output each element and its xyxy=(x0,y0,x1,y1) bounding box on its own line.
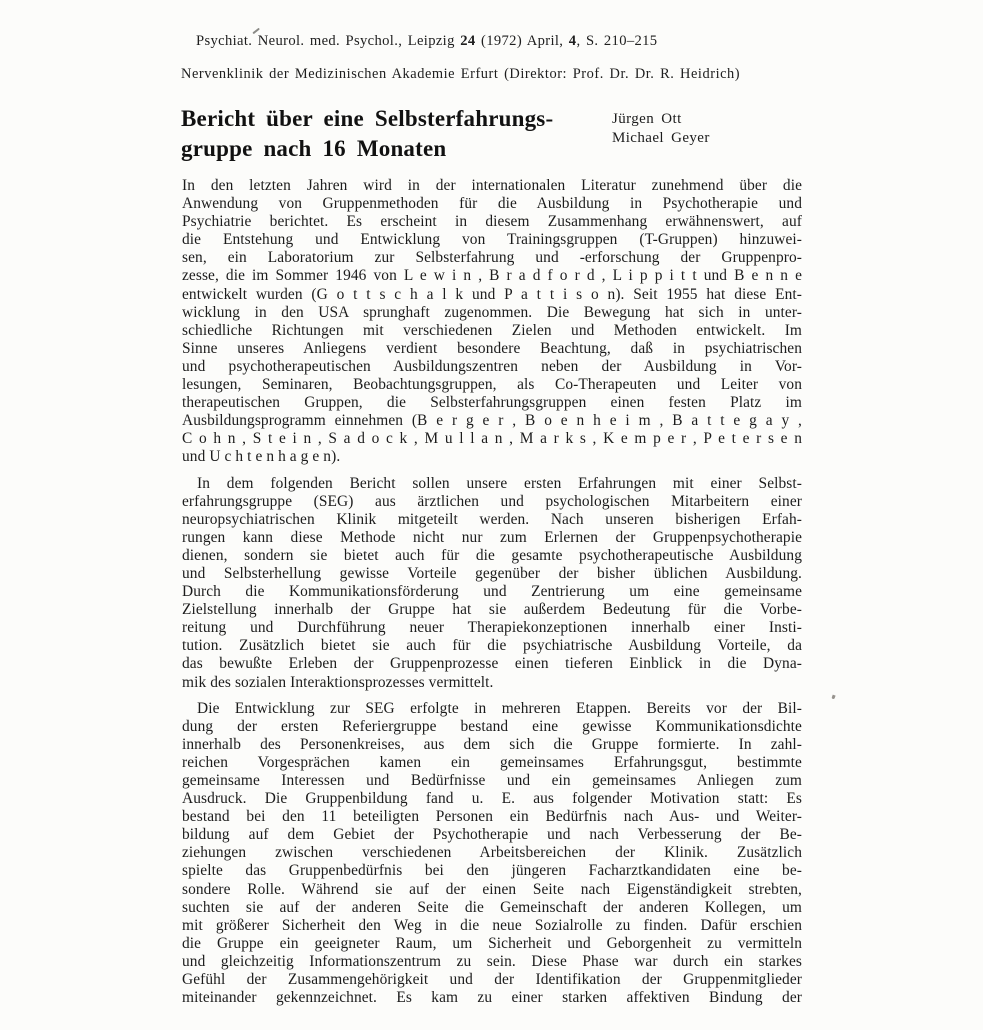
text-line: erfahrungsgruppe (SEG) aus ärztlichen und psychologischen Mitarbeitern einer xyxy=(182,492,802,510)
text-line: In den letzten Jahren wird in der internationalen Literatur zunehmend über die xyxy=(182,177,802,194)
text-line: schiedliche Richtungen mit verschiedenen Zielen und Methoden entwickelt. Im xyxy=(182,321,802,339)
paragraph xyxy=(182,475,802,692)
journal-volume: 24 xyxy=(460,33,476,49)
text-line: innerhalb des Personenkreises, aus dem sich die Gruppe formierte. In zahl- xyxy=(182,735,802,753)
text-line: Anwendung von Gruppenmethoden für die Ausbildung in Psychotherapie und xyxy=(182,195,802,213)
text-line: sen, ein Laboratorium zur Selbsterfahrung und -erforschung der Gruppenpro- xyxy=(182,249,802,267)
journal-issue: 4 xyxy=(568,33,577,49)
authors-block xyxy=(612,110,710,148)
text-line: Durch die Kommunikationsförderung und Zentrierung um eine gemeinsame xyxy=(182,583,802,601)
author-name: Jürgen Ott xyxy=(612,111,682,127)
text-line: lesungen, Seminaren, Beobachtungsgruppen, als Co-Therapeuten und Leiter von xyxy=(182,376,802,394)
scan-artifact xyxy=(831,695,835,700)
article-title xyxy=(181,104,601,164)
journal-reference xyxy=(196,33,657,50)
journal-ref-pages: , S. 210–215 xyxy=(576,33,658,49)
title-line: Bericht über eine Selbsterfahrungs- xyxy=(181,106,554,131)
article-body xyxy=(182,177,802,1007)
text-line: das bewußte Erleben der Gruppenprozesse einen tieferen Einblick in die Dyna- xyxy=(182,655,802,673)
affiliation-line: Nervenklinik der Medizinischen Akademie Erfurt (Direktor: Prof. Dr. Dr. R. Heidrich) xyxy=(181,66,741,82)
text-line: zesse, die im Sommer 1946 von L e w i n , B r a d f o r d , L i p p i t t und B e n n e xyxy=(182,267,802,285)
text-line: reichen Vorgesprächen kamen ein gemeinsames Erfahrungsgut, bestimmte xyxy=(182,753,802,771)
text-line: Sinne unseres Anliegens verdient besondere Beachtung, daß in psychiatrischen xyxy=(182,339,802,357)
text-line: die Entstehung und Entwicklung von Trainingsgruppen (T-Gruppen) hinzuwei- xyxy=(182,231,802,249)
journal-ref-text: (1972) April, xyxy=(475,33,569,49)
text-line: mit größerer Sicherheit den Weg in die neue Sozialrolle zu finden. Dafür erschien xyxy=(182,916,802,934)
text-line: miteinander gekennzeichnet. Es kam zu einer starken affektiven Bindung der xyxy=(182,989,802,1007)
text-line: therapeutischen Gruppen, die Selbsterfahrungsgruppen einen festen Platz im xyxy=(182,394,802,412)
text-line: die Gruppe ein geeigneter Raum, um Sicherheit und Geborgenheit zu vermitteln xyxy=(182,934,802,952)
text-line: und gleichzeitig Informationszentrum zu sein. Diese Phase war durch ein starkes xyxy=(182,952,802,970)
text-line: dung der ersten Referiergruppe bestand eine gewisse Kommunikationsdichte xyxy=(182,717,802,735)
text-line: Zielstellung innerhalb der Gruppe hat sie außerdem Bedeutung für die Vorbe- xyxy=(182,601,802,619)
text-line: Psychiatrie berichtet. Es erscheint in diesem Zusammenhang erwähnenswert, auf xyxy=(182,213,802,231)
text-line: entwickelt wurden (G o t t s c h a l k und P a t t i s o n). Seit 1955 hat diese Ent- xyxy=(182,285,802,303)
text-line: und psychotherapeutischen Ausbildungszentren neben der Ausbildung in Vor- xyxy=(182,357,802,375)
text-line: dienen, sondern sie bietet auch für die gesamte psychotherapeutische Ausbildung xyxy=(182,546,802,564)
text-line: C o h n , S t e i n , S a d o c k , M u l l a n , M a r k s , K e m p e r , P e t e r s e n xyxy=(182,430,802,448)
text-line: Gefühl der Zusammengehörigkeit und der Identifikation der Gruppenmitglieder xyxy=(182,971,802,989)
text-line: bestand bei den 11 beteiligten Personen ein Bedürfnis nach Aus- und Weiter- xyxy=(182,808,802,826)
text-line: wicklung in den USA sprunghaft zugenommen. Die Bewegung hat sich in unter- xyxy=(182,303,802,321)
text-line: Ausbildungsprogramm einnehmen (B e r g e r , B o e n h e i m , B a t t e g a y , xyxy=(182,412,802,430)
text-line: reitung und Durchführung neuer Therapiekonzeptionen innerhalb einer Insti- xyxy=(182,619,802,637)
title-line: gruppe nach 16 Monaten xyxy=(181,136,447,161)
text-line: ziehungen zwischen verschiedenen Arbeitsbereichen der Klinik. Zusätzlich xyxy=(182,844,802,862)
text-line: sondere Rolle. Während sie auf der einen Seite nach Eigenständigkeit strebten, xyxy=(182,880,802,898)
text-line: Ausdruck. Die Gruppenbildung fand u. E. aus folgender Motivation statt: Es xyxy=(182,790,802,808)
paragraph xyxy=(182,700,802,1008)
text-line: Die Entwicklung zur SEG erfolgte in mehreren Etappen. Bereits vor der Bil- xyxy=(197,699,802,717)
text-line: rungen kann diese Methode nicht nur zum Erlernen der Gruppenpsychotherapie xyxy=(182,528,802,546)
text-line: gemeinsame Interessen und Bedürfnisse und ein gemeinsames Anliegen zum xyxy=(182,772,802,789)
text-line: neuropsychiatrischen Klinik mitgeteilt werden. Nach unseren bisherigen Erfah- xyxy=(182,510,802,528)
text-line: spielte das Gruppenbedürfnis bei den jüngeren Facharztkandidaten eine be- xyxy=(182,862,802,880)
text-line: In dem folgenden Bericht sollen unsere ersten Erfahrungen mit einer Selbst- xyxy=(197,474,802,492)
author-name: Michael Geyer xyxy=(612,130,710,146)
text-line: mik des sozialen Interaktionsprozesses vermittelt. xyxy=(182,673,494,691)
paragraph xyxy=(182,177,802,467)
text-line: und U c h t e n h a g e n). xyxy=(182,448,341,466)
text-line: suchten sie auf der anderen Seite die Gemeinschaft der anderen Kollegen, um xyxy=(182,898,802,916)
text-line: bildung auf dem Gebiet der Psychotherapie und nach Verbesserung der Be- xyxy=(182,826,802,844)
text-line: tution. Zusätzlich bietet sie auch für die psychiatrische Ausbildung Vorteile, da xyxy=(182,637,802,655)
journal-ref-text: Psychiat. Neurol. med. Psychol., Leipzig xyxy=(196,33,461,49)
text-line: und Selbsterhellung gewisse Vorteile gegenüber der bisher üblichen Ausbildung. xyxy=(182,564,802,582)
